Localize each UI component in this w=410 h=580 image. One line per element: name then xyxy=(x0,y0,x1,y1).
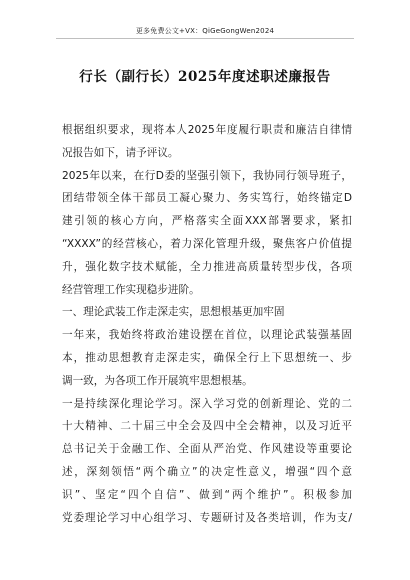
body-line: 十大精神、二十届三中全会及四中全会精神，以及习近平 xyxy=(62,420,352,433)
body-line: 2025年以来，在行D委的坚强引领下，我协同行领导班子， xyxy=(62,169,352,182)
section-heading: 一、理论武装工作走深走实，思想根基更加牢固 xyxy=(62,306,285,319)
body-line: 经营管理工作实现稳步进阶。 xyxy=(62,283,200,296)
body-line: 识”、坚定“四个自信”、做到“两个维护”。积极参加 xyxy=(62,488,352,501)
body-line: 一年来，我始终将政治建设摆在首位，以理论武装强基固 xyxy=(62,329,352,342)
body-line: 党委理论学习中心组学习、专题研讨及各类培训，作为支/ xyxy=(62,511,352,524)
body-line: 建引领的核心方向，严格落实全面XXX部署要求，紧扣 xyxy=(62,215,352,228)
header-note: 更多免费公文+VX：QiGeGongWen2024 xyxy=(135,27,275,35)
body-line: 团结带领全体干部员工凝心聚力、务实笃行，始终锚定D xyxy=(62,192,352,205)
body-line: 述，深刻领悟“两个确立”的决定性意义，增强“四个意 xyxy=(62,465,352,478)
body-line: 调一致，为各项工作开展筑牢思想根基。 xyxy=(62,374,253,387)
header-divider xyxy=(56,38,354,39)
body-line: 根据组织要求，现将本人2025年度履行职责和廉洁自律情 xyxy=(62,124,352,136)
body-line: 本，推动思想教育走深走实，确保全行上下思想统一、步 xyxy=(62,351,352,364)
document-body xyxy=(62,119,352,529)
body-line: 升，强化数字技术赋能，全力推进高质量转型步伐，各项 xyxy=(62,260,352,273)
body-line: 况报告如下，请予评议。 xyxy=(62,146,179,159)
body-line: 一是持续深化理论学习。深入学习党的创新理论、党的二 xyxy=(62,397,352,410)
body-line: “XXXX”的经营核心，着力深化管理升级，聚焦客户价值提 xyxy=(62,237,352,250)
document-title: 行长（副行长）2025年度述职述廉报告 xyxy=(79,69,331,85)
body-line: 总书记关于金融工作、全面从严治党、作风建设等重要论 xyxy=(62,443,352,456)
